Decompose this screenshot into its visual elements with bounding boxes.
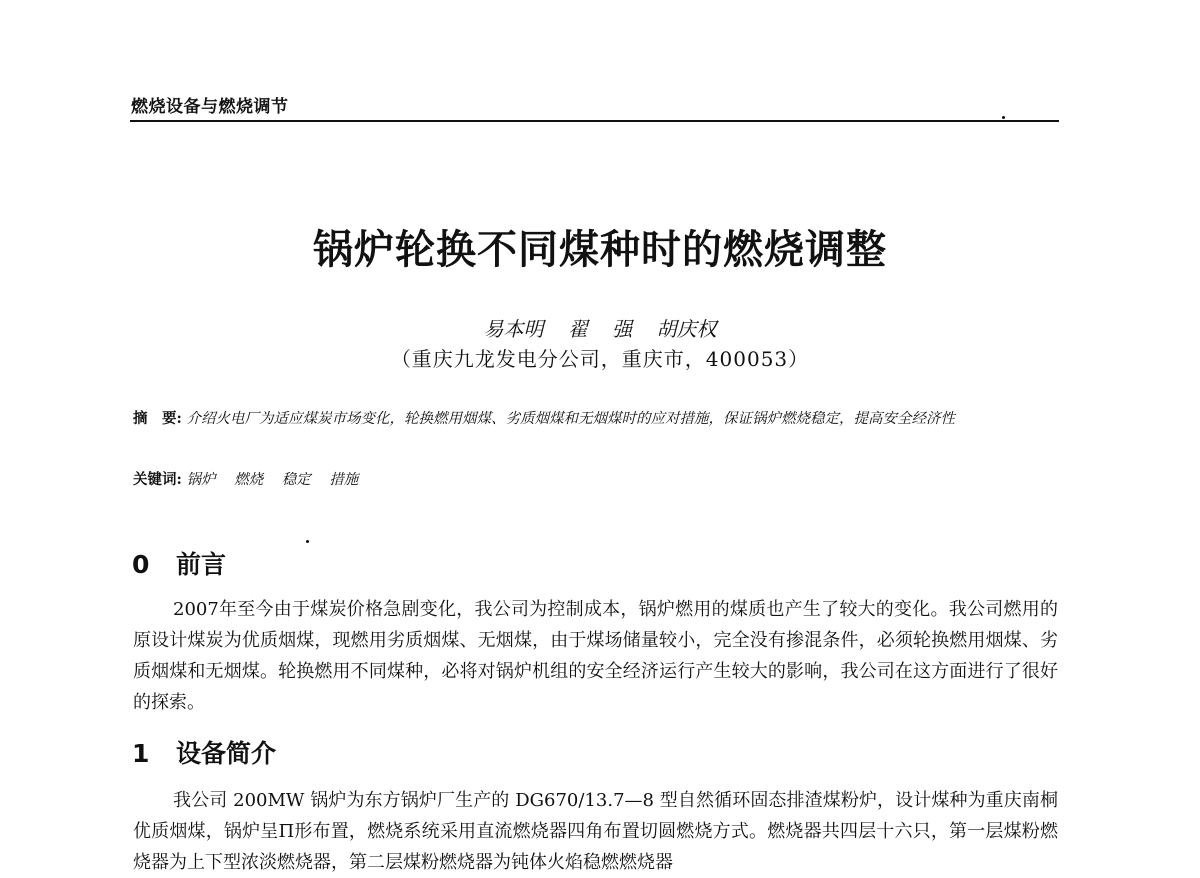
abstract-label: 摘 要: [133,410,182,427]
keyword: 锅炉 [186,472,216,488]
section-paragraph: 我公司 200MW 锅炉为东方锅炉厂生产的 DG670/13.7—8 型自然循环固态排渣煤粉炉，设计煤种为重庆南桐优质烟煤，锅炉呈Π形布置，燃烧系统采用直流燃烧器四角布置切圆燃烧方式。燃烧器共四层十六只，第一层煤粉燃烧器为上下型浓淡燃烧器，第二层煤粉燃烧器为钝体火焰稳燃燃烧器 [133,790,1058,873]
abstract [133,404,1059,434]
header-rule [130,120,1059,122]
paper-title: 锅炉轮换不同煤种时的燃烧调整 [313,227,887,273]
section-number: 1 [132,739,150,768]
authors [0,313,1200,342]
keyword: 稳定 [281,472,311,488]
keywords-label: 关键词: [133,471,182,488]
keyword: 措施 [329,472,359,488]
keyword: 燃烧 [234,472,264,488]
keywords [133,468,372,489]
section-heading-preface [132,545,226,581]
author-name: 翟 强 [567,317,633,341]
affiliation: （重庆九龙发电分公司，重庆市，400053） [390,347,810,371]
scan-speck [1002,116,1005,119]
author-name: 易本明 [483,317,544,341]
section-heading-equipment [132,734,276,770]
author-name: 胡庆权 [656,317,717,341]
section-paragraph: 2007年至今由于煤炭价格急剧变化，我公司为控制成本，锅炉燃用的煤质也产生了较大的变化。我公司燃用的原设计煤炭为优质烟煤，现燃用劣质烟煤、无烟煤，由于煤场储量较小，完全没有掺混条件，必须轮换燃用烟煤、劣质烟煤和无烟煤。轮换燃用不同煤种，必将对锅炉机组的安全经济运行产生较大的影响，我公司在这方面进行了很好的探索。 [133,599,1058,713]
section-title: 前言 [176,550,227,579]
running-header: 燃烧设备与燃烧调节 [131,97,289,117]
section-title: 设备简介 [176,739,277,768]
abstract-text: 介绍火电厂为适应煤炭市场变化，轮换燃用烟煤、劣质烟煤和无烟煤时的应对措施，保证锅炉燃烧稳定，提高安全经济性 [186,411,955,427]
section-number: 0 [132,550,150,579]
scan-speck [306,540,309,543]
